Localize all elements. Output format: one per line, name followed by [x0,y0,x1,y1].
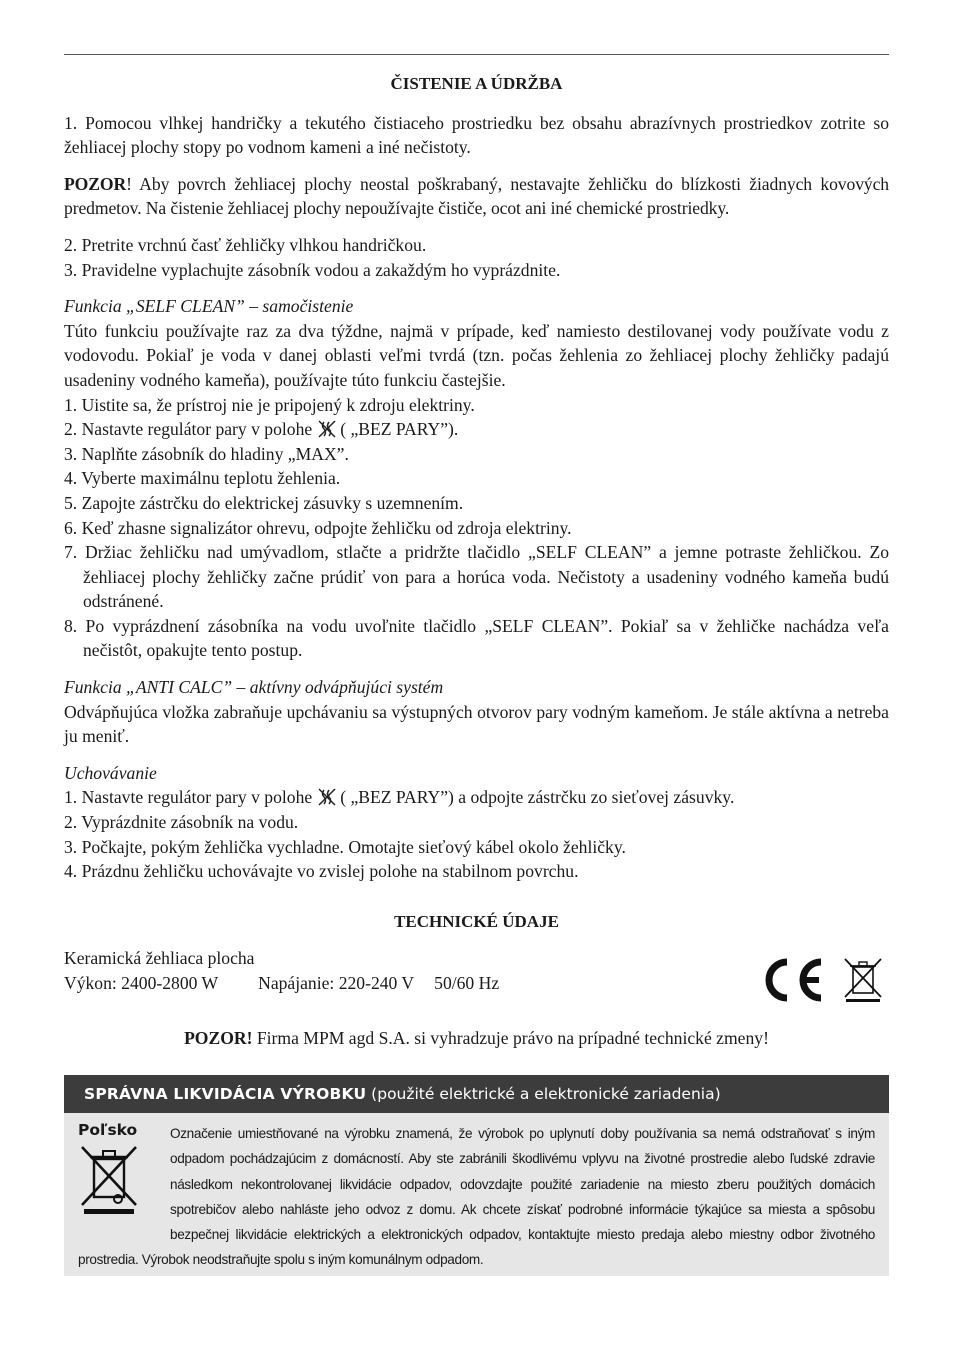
self-clean-step-4: 4. Vyberte maximálnu teplotu žehlenia. [64,468,341,489]
disposal-box [64,1075,889,1276]
anti-calc-title: Funkcia „ANTI CALC” – aktívny odvápňujúci systém [64,677,444,698]
self-clean-step-1: 1. Uistite sa, že prístroj nie je pripojený k zdroju elektriny. [64,394,475,415]
self-clean-step-2-text: 2. Nastavte regulátor pary v polohe [64,419,313,440]
tech-plate: Keramická žehliaca plocha [64,948,255,969]
disposal-subtitle: (použité elektrické a elektronické zariadenia) [366,1085,721,1103]
notice-text: Firma MPM agd S.A. si vyhradzuje právo na prípadné technické zmeny! [252,1028,769,1049]
tech-frequency: 50/60 Hz [434,973,500,993]
cleaning-step-2: 2. Pretrite vrchnú časť žehličky vlhkou handričkou. [64,234,427,255]
no-steam-icon [316,418,338,440]
tech-power: Výkon: 2400-2800 W [64,973,219,993]
self-clean-step-5: 5. Zapojte zástrčku do elektrickej zásuvky s uzemnením. [64,492,464,513]
section-title-cleaning: ČISTENIE A ÚDRŽBA [390,74,563,93]
storage-title: Uchovávanie [64,762,157,783]
ce-mark-icon [759,956,827,1004]
self-clean-step-6: 6. Keď zhasne signalizátor ohrevu, odpojte žehličku od zdroja elektriny. [64,517,572,538]
cleaning-step-1: 1. Pomocou vlhkej handričky a tekutého čistiaceho prostriedku bez obsahu abrazívnych prostriedkov zotrite so žehliacej plochy stopy po vodnom kameni a iné nečistoty. [64,112,889,158]
disposal-country-block [78,1121,170,1223]
tech-power-line [64,971,499,996]
no-steam-icon [316,786,338,808]
anti-calc-text: Odvápňujúca vložka zabraňuje upchávaniu sa výstupných otvorov pary vodným kameňom. Je stále aktívna a netreba ju meniť. [64,701,889,747]
document-content [64,70,889,1051]
disposal-body [64,1113,889,1273]
warning-label: POZOR [64,173,127,194]
storage-step-1-text: 1. Nastavte regulátor pary v polohe [64,787,313,808]
cleaning-step-3: 3. Pravidelne vyplachujte zásobník vodou a zakaždým ho vyprázdnite. [64,259,561,280]
tech-specs [64,946,889,1004]
notice-label: POZOR! [184,1028,253,1049]
top-rule [64,54,889,55]
certification-marks [759,956,883,1004]
storage-step-1-suffix: ( „BEZ PARY”) a odpojte zástrčku zo sieťovej zásuvky. [340,787,735,808]
self-clean-intro: Túto funkciu používajte raz za dva týždne, najmä v prípade, keď namiesto destilovanej vody používate vodu z vodovodu. Pokiaľ je voda v danej oblasti veľmi tvrdá (tzn. počas žehlenia zo žehliacej plochy žehličky padajú usadeniny vodného kameňa), používajte túto funkciu častejšie. [64,320,889,390]
storage-step-3: 3. Počkajte, pokým žehlička vychladne. Omotajte sieťový kábel okolo žehličky. [64,836,626,857]
disposal-title: SPRÁVNA LIKVIDÁCIA VÝROBKU [84,1085,367,1103]
self-clean-step-2-suffix: ( „BEZ PARY”). [340,419,459,440]
technical-change-notice [64,1026,889,1051]
country-label: Poľsko [78,1121,138,1139]
tech-specs-text [64,946,499,995]
section-title-tech: TECHNICKÉ ÚDAJE [394,911,559,931]
storage-step-2: 2. Vyprázdnite zásobník na vodu. [64,812,299,833]
storage-step-1 [64,785,889,810]
crossed-bin-icon [843,957,883,1003]
self-clean-title: Funkcia „SELF CLEAN” – samočistenie [64,296,354,317]
disposal-header [64,1075,889,1113]
disposal-text: Označenie umiestňované na výrobku znamená, že výrobok po uplynutí doby používania sa nemá odstraňovať s iným odpadom pochádzajúcim z domácností. Aby ste zabránili škodlivému vplyvu na životné prostredie alebo ľudské zdravie následkom nekontrolovanej likvidácie odpadov, odovzdajte použité zariadenie na miesto zberu použitých domácich spotrebičov alebo nahláste jeho odvoz z domu. Ak chcete získať podrobné informácie týkajúce sa miesta a spôsobu bezpečnej likvidácie elektrických a elektronických odpadov, kontaktujte miesto predaja alebo miestny odbor životného prostredia. Výrobok neodstraňujte spolu s iným komunálnym odpadom. [78,1126,875,1268]
warning-text: ! Aby povrch žehliacej plochy neostal poškrabaný, nestavajte žehličku do blízkosti žiadnych kovových predmetov. Na čistenie žehliacej plochy nepoužívajte čističe, ocot ani iné chemické prostriedky. [64,173,889,219]
self-clean-step-2 [64,417,889,442]
self-clean-step-7: 7. Držiac žehličku nad umývadlom, stlačte a pridržte tlačidlo „SELF CLEAN” a jemne potraste žehličkou. Zo žehliacej plochy žehličky začne prúdiť von para a horúca voda. Nečistoty a usadeniny vodného kameňa budú odstránené. [64,542,889,612]
cleaning-warning [64,172,889,221]
self-clean-step-3: 3. Naplňte zásobník do hladiny „MAX”. [64,443,349,464]
tech-supply: Napájanie: 220-240 V [258,973,415,993]
crossed-bin-icon [78,1143,140,1215]
storage-step-4: 4. Prázdnu žehličku uchovávajte vo zvislej polohe na stabilnom povrchu. [64,861,579,882]
self-clean-step-8: 8. Po vyprázdnení zásobníka na vodu uvoľnite tlačidlo „SELF CLEAN”. Pokiaľ sa v žehličke nachádza veľa nečistôt, opakujte tento postup. [64,615,889,661]
